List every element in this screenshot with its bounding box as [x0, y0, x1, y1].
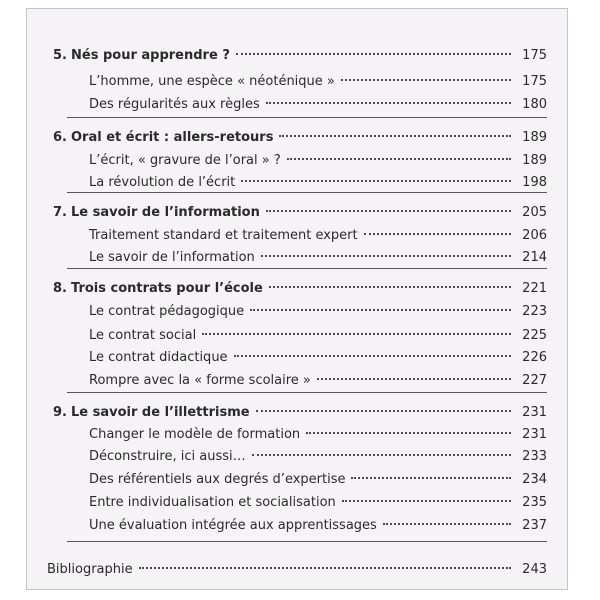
dot-leader	[256, 410, 511, 412]
entry-title: Des régularités aux règles	[89, 97, 260, 112]
toc-chapter-entry	[27, 203, 567, 223]
page-number: 235	[522, 495, 547, 510]
dot-leader	[317, 378, 511, 380]
page-number: 223	[522, 304, 547, 319]
chapter-number: 5.	[53, 48, 67, 63]
toc-bibliography-entry	[27, 560, 567, 580]
page-number: 231	[522, 405, 547, 420]
toc-chapter-entry	[27, 403, 567, 423]
entry-title: Rompre avec la « forme scolaire »	[89, 373, 311, 388]
dot-leader	[250, 309, 511, 311]
entry-title: Déconstruire, ici aussi…	[89, 449, 246, 464]
dot-leader	[306, 432, 511, 434]
toc-section-entry	[27, 72, 567, 92]
dot-leader	[234, 355, 511, 357]
toc-chapter-entry	[27, 279, 567, 299]
entry-title: Oral et écrit : allers-retours	[71, 130, 274, 145]
section-divider	[67, 541, 547, 542]
toc-section-entry	[27, 226, 567, 246]
entry-title: Le contrat didactique	[89, 350, 228, 365]
dot-leader	[279, 135, 511, 137]
toc-section-entry	[27, 425, 567, 445]
page-number: 205	[522, 205, 547, 220]
dot-leader	[341, 79, 511, 81]
chapter-number: 8.	[53, 281, 67, 296]
toc-section-entry	[27, 248, 567, 268]
dot-leader	[351, 477, 511, 479]
page-number: 234	[522, 472, 547, 487]
dot-leader	[266, 210, 511, 212]
page-number: 225	[522, 328, 547, 343]
entry-title: Le contrat social	[89, 328, 197, 343]
dot-leader	[383, 523, 511, 525]
toc-chapter-entry	[27, 128, 567, 148]
dot-leader	[261, 255, 511, 257]
toc-section-entry	[27, 348, 567, 368]
page-number: 221	[522, 281, 547, 296]
toc-section-entry	[27, 516, 567, 536]
page-number: 189	[522, 153, 547, 168]
page-number: 233	[522, 449, 547, 464]
entry-title: L’homme, une espèce « néoténique »	[89, 74, 335, 89]
dot-leader	[139, 567, 511, 569]
dot-leader	[202, 333, 511, 335]
entry-title: Le savoir de l’information	[89, 250, 255, 265]
book-page	[26, 8, 568, 590]
section-divider	[67, 192, 547, 193]
chapter-number: 9.	[53, 405, 67, 420]
dot-leader	[252, 454, 511, 456]
section-divider	[67, 117, 547, 118]
toc-section-entry	[27, 326, 567, 346]
toc-section-entry	[27, 302, 567, 322]
entry-title: Le savoir de l’information	[71, 205, 260, 220]
section-divider	[67, 268, 547, 269]
entry-title: Une évaluation intégrée aux apprentissages	[89, 518, 377, 533]
page-number: 206	[522, 228, 547, 243]
entry-title: Nés pour apprendre ?	[71, 48, 230, 63]
page-number: 231	[522, 427, 547, 442]
page-number: 237	[522, 518, 547, 533]
chapter-number: 6.	[53, 130, 67, 145]
page-number: 189	[522, 130, 547, 145]
page-number: 227	[522, 373, 547, 388]
toc-section-entry	[27, 447, 567, 467]
page-number: 180	[522, 97, 547, 112]
dot-leader	[266, 102, 511, 104]
entry-title: Bibliographie	[47, 562, 133, 577]
toc-section-entry	[27, 95, 567, 115]
entry-title: La révolution de l’écrit	[89, 175, 236, 190]
dot-leader	[269, 286, 511, 288]
entry-title: Changer le modèle de formation	[89, 427, 301, 442]
toc-section-entry	[27, 151, 567, 171]
entry-title: Le savoir de l’illettrisme	[71, 405, 250, 420]
page-number: 243	[522, 562, 547, 577]
dot-leader	[241, 180, 511, 182]
page-number: 175	[522, 48, 547, 63]
dot-leader	[287, 158, 511, 160]
toc-section-entry	[27, 371, 567, 391]
dot-leader	[342, 500, 511, 502]
page-number: 214	[522, 250, 547, 265]
chapter-number: 7.	[53, 205, 67, 220]
entry-title: Trois contrats pour l’école	[71, 281, 263, 296]
page-number: 198	[522, 175, 547, 190]
toc-chapter-entry	[27, 46, 567, 66]
toc-section-entry	[27, 470, 567, 490]
entry-title: L’écrit, « gravure de l’oral » ?	[89, 153, 281, 168]
section-divider	[67, 392, 547, 393]
entry-title: Entre individualisation et socialisation	[89, 495, 336, 510]
entry-title: Traitement standard et traitement expert	[89, 228, 358, 243]
entry-title: Le contrat pédagogique	[89, 304, 245, 319]
toc-section-entry	[27, 173, 567, 193]
entry-title: Des référentiels aux degrés d’expertise	[89, 472, 346, 487]
dot-leader	[236, 53, 511, 55]
table-of-contents	[27, 9, 567, 589]
dot-leader	[364, 233, 511, 235]
page-number: 226	[522, 350, 547, 365]
page-number: 175	[522, 74, 547, 89]
toc-section-entry	[27, 493, 567, 513]
